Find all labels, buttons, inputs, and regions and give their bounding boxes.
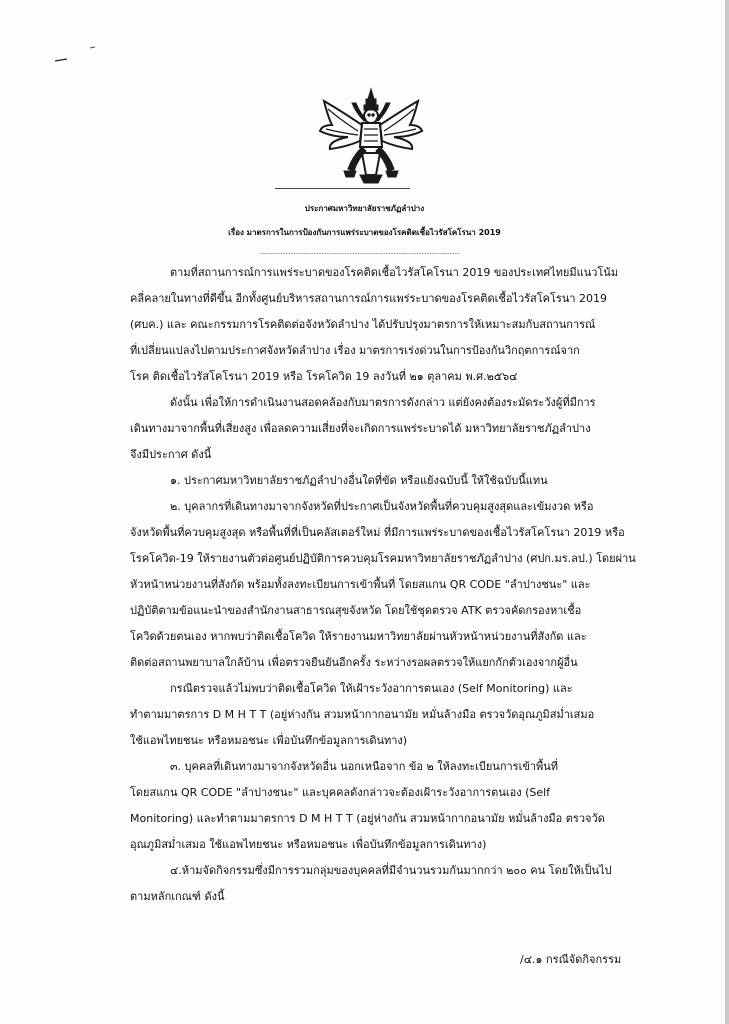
body-line: หัวหน้าหน่วยงานที่สังกัด พร้อมทั้งลงทะเบียนการเข้าพื้นที่ โดยสแกน QR CODE "ลำปางชนะ" และ <box>130 578 591 591</box>
body-line: ๔.ห้ามจัดกิจกรรมซึ่งมีการรวมกลุ่มของบุคคลที่มีจำนวนรวมกันมากกว่า ๒๐๐ คน โดยให้เป็นไป <box>170 864 612 877</box>
body-line: โรค ติดเชื้อไวรัสโคโรนา 2019 หรือ โรคโควิด 19 ลงวันที่ ๒๑ ตุลาคม พ.ศ.๒๕๖๔ <box>130 370 518 383</box>
announcement-title: ประกาศมหาวิทยาลัยราชภัฏลำปาง <box>304 204 425 213</box>
body-line: จึงมีประกาศ ดังนี้ <box>130 448 212 461</box>
body-line: ตามหลักเกณฑ์ ดังนี้ <box>130 890 225 903</box>
body-line: โดยสแกน QR CODE "ลำปางชนะ" และบุคคลดังกล่าวจะต้องเฝ้าระวังอาการตนเอง (Self <box>130 786 551 799</box>
body-line: ที่เปลี่ยนแปลงไปตามประกาศจังหวัดลำปาง เรื่อง มาตรการเร่งด่วนในการป้องกันวิกฤตการณ์จาก <box>130 344 580 357</box>
body-line: อุณภูมิสม่ำเสมอ ใช้แอพไทยชนะ หรือหมอชนะ เพื่อบันทึกข้อมูลการเดินทาง) <box>130 838 487 851</box>
announcement-subject: เรื่อง มาตรการในการป้องกันการแพร่ระบาดของโรคติดเชื้อไวรัสโคโรนา 2019 <box>228 228 501 237</box>
separator-line: ------------------------------------------------------------------------------ <box>260 250 461 257</box>
body-line: จังหวัดพื้นที่ควบคุมสูงสุด หรือพื้นที่ที่เป็นคลัสเตอร์ใหม่ ที่มีการแพร่ระบาดของเชื้อไวรัสโคโรนา 2019 หรือ <box>130 526 625 539</box>
garuda-emblem-icon <box>318 87 424 185</box>
body-line: ติดต่อสถานพยาบาลใกล้บ้าน เพื่อตรวจยืนยันอีกครั้ง ระหว่างรอผลตรวจให้แยกกักตัวเองจากผู้อื่น <box>130 656 578 669</box>
body-line: ๒. บุคลากรที่เดินทางมาจากจังหวัดที่ประกาศเป็นจังหวัดพื้นที่ควบคุมสูงสุดและเข้มงวด หรือ <box>170 500 594 513</box>
body-line: กรณีตรวจแล้วไม่พบว่าติดเชื้อโควิด ให้เฝ้าระวังอาการตนเอง (Self Monitoring) และ <box>170 682 573 695</box>
body-line: ๓. บุคคลที่เดินทางมาจากจังหวัดอื่น นอกเหนือจาก ข้อ ๒ ให้ลงทะเบียนการเข้าพื้นที่ <box>170 760 559 773</box>
emblem-underline <box>275 188 410 189</box>
body-line: ตามที่สถานการณ์การแพร่ระบาดของโรคติดเชื้อไวรัสโคโรนา 2019 ของประเทศไทยมีแนวโน้ม <box>170 266 619 279</box>
body-line: ดังนั้น เพื่อให้การดำเนินงานสอดคล้องกับมาตรการดังกล่าว แต่ยังคงต้องระมัดระวังผู้ที่มีการ <box>170 396 596 409</box>
body-line: โควิดด้วยตนเอง หากพบว่าติดเชื้อโควิด ให้รายงานมหาวิทยาลัยผ่านหัวหน้าหน่วยงานที่สังกัด และ <box>130 630 587 643</box>
body-line: ทำตามมาตรการ D M H T T (อยู่ห่างกัน สวมหน้ากากอนามัย หมั่นล้างมือ ตรวจวัดอุณภูมิสม่ำเสมอ <box>130 708 595 721</box>
body-line: Monitoring) และทำตามมาตรการ D M H T T (อยู่ห่างกัน สวมหน้ากากอนามัย หมั่นล้างมือ ตรวจวัด <box>130 812 605 825</box>
body-line: โรคโควิด-19 ให้รายงานตัวต่อศูนย์ปฏิบัติการควบคุมโรคมหาวิทยาลัยราชภัฏลำปาง (ศปก.มร.ลป.) โดยผ่าน <box>130 552 636 565</box>
scan-mark <box>90 46 95 49</box>
body-line: (ศบค.) และ คณะกรรมการโรคติดต่อจังหวัดลำปาง ได้ปรับปรุงมาตรการให้เหมาะสมกับสถานการณ์ <box>130 318 596 331</box>
page-edge-shadow <box>725 0 729 1024</box>
body-line: ปฏิบัติตามข้อแนะนำของสำนักงานสาธารณสุขจังหวัด โดยใช้ชุดตรวจ ATK ตรวจคัดกรองหาเชื้อ <box>130 604 582 617</box>
body-line: คลี่คลายในทางที่ดีขึ้น อีกทั้งศูนย์บริหารสถานการณ์การแพร่ระบาดของโรคติดเชื้อไวรัสโคโรนา 2019 <box>130 292 608 305</box>
scan-mark <box>55 58 67 62</box>
body-line: ๑. ประกาศมหาวิทยาลัยราชภัฏลำปางอื่นใดที่ขัด หรือแย้งฉบับนี้ ให้ใช้ฉบับนี้แทน <box>170 474 548 487</box>
continued-reference: /๔.๑ กรณีจัดกิจกรรม <box>520 953 622 966</box>
body-line: เดินทางมาจากพื้นที่เสี่ยงสูง เพื่อลดความเสี่ยงที่จะเกิดการแพร่ระบาดได้ มหาวิทยาลัยราชภัฏลำปาง <box>130 422 591 435</box>
body-line: ใช้แอพไทยชนะ หรือหมอชนะ เพื่อบันทึกข้อมูลการเดินทาง) <box>130 734 408 747</box>
